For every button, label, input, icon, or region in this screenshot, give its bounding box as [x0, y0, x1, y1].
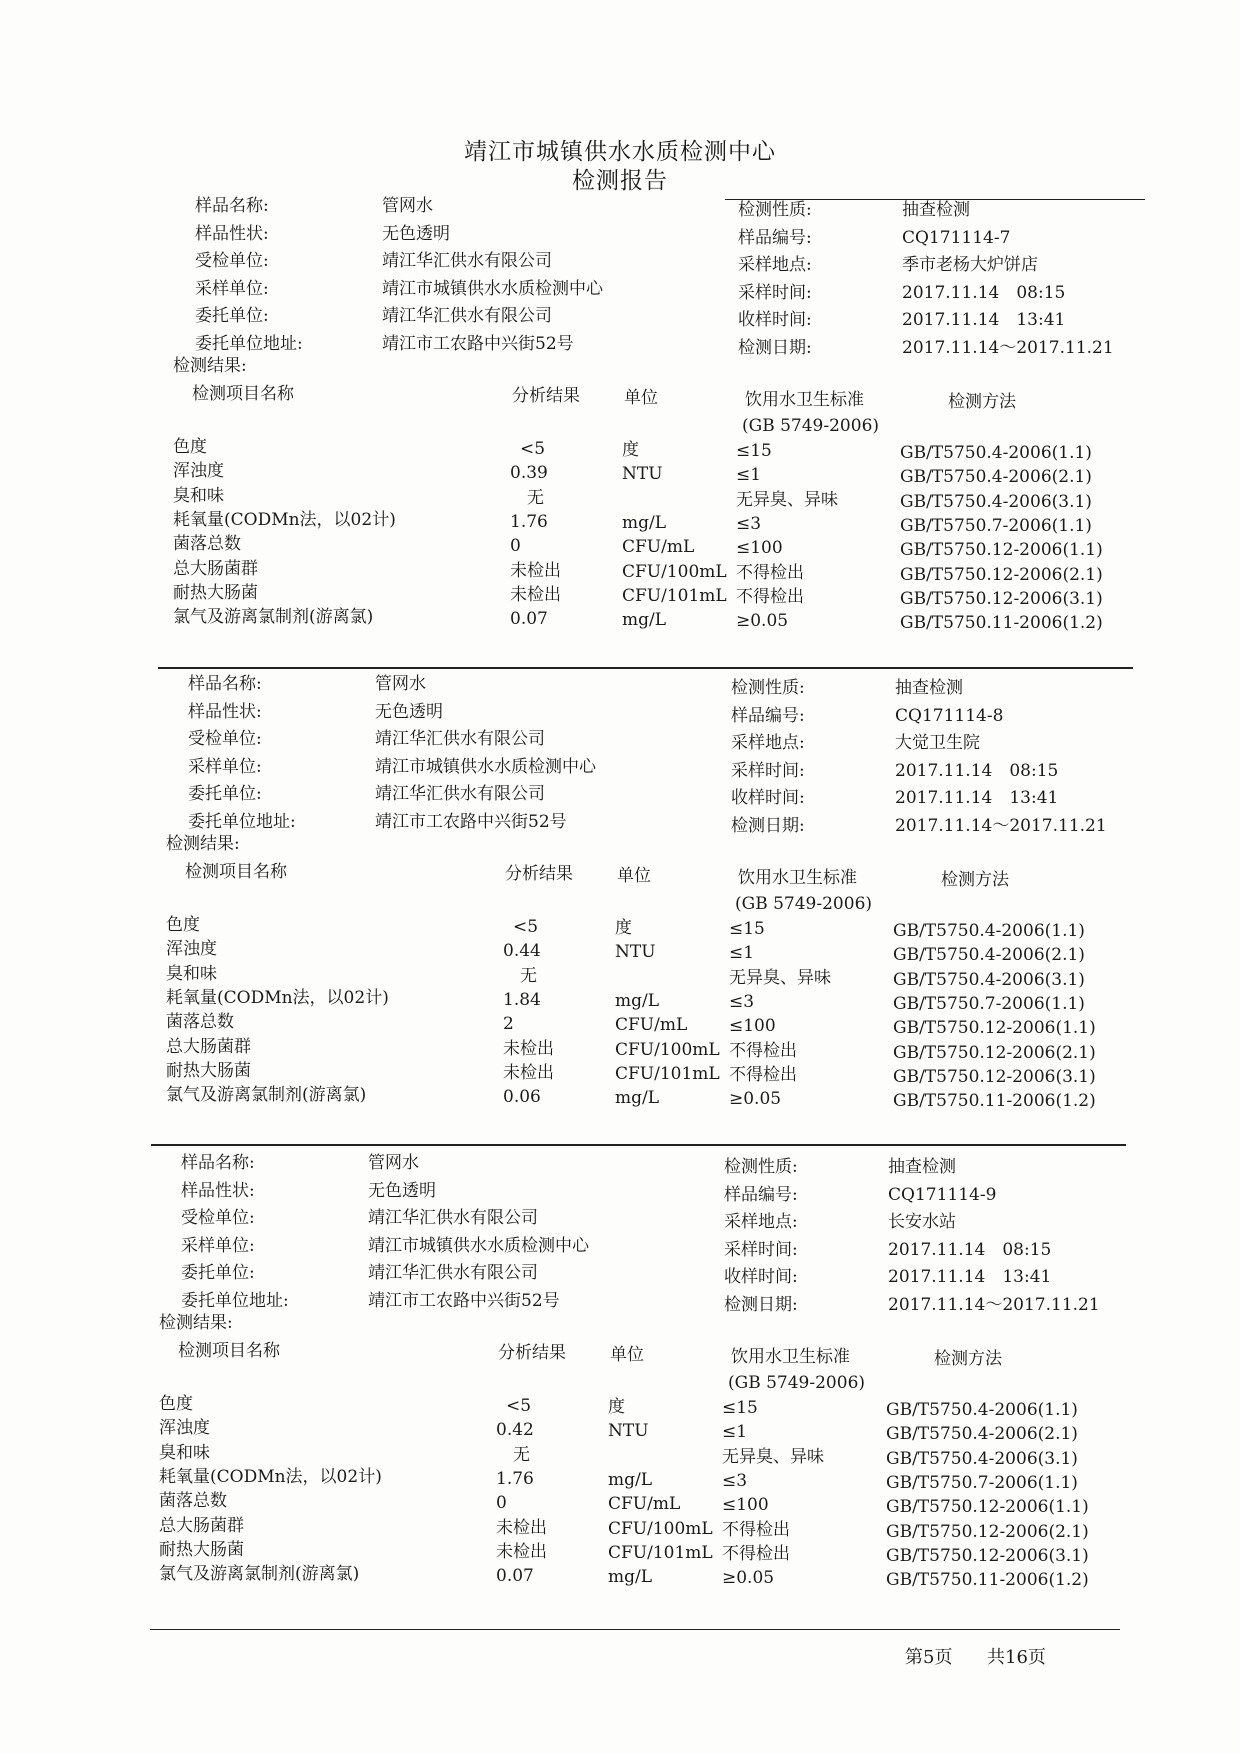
col-header-method: 检测方法	[948, 392, 1016, 412]
row-unit: 度	[622, 440, 639, 460]
results-label: 检测结果:	[159, 1313, 233, 1333]
field-value-entrusting-address: 靖江市工农路中兴街52号	[368, 1290, 560, 1311]
field-label-inspected-unit: 受检单位:	[195, 251, 269, 271]
row-method: GB/T5750.12-2006(1.1)	[886, 1497, 1089, 1518]
row-method: GB/T5750.11-2006(1.2)	[886, 1570, 1089, 1591]
row-item-name: 耗氧量(CODMn法，以02计)	[166, 987, 389, 1008]
row-standard: 不得检出	[722, 1543, 790, 1564]
field-value-test-nature: 抽查检测	[895, 678, 963, 698]
col-header-standard: 饮用水卫生标准	[745, 390, 864, 410]
row-method: GB/T5750.11-2006(1.2)	[900, 613, 1103, 634]
row-method: GB/T5750.12-2006(3.1)	[886, 1545, 1089, 1566]
row-result: 0.39	[510, 463, 548, 484]
row-standard: ≤1	[729, 943, 755, 964]
row-item-name: 耗氧量(CODMn法，以02计)	[159, 1466, 382, 1487]
row-unit: NTU	[622, 464, 663, 485]
field-value-sampling-unit: 靖江市城镇供水水质检测中心	[368, 1235, 589, 1256]
field-label-entrusting-address: 委托单位地址:	[195, 333, 303, 354]
row-result: 1.76	[496, 1468, 534, 1489]
bottom-rule	[150, 1629, 1120, 1630]
row-method: GB/T5750.4-2006(2.1)	[893, 945, 1085, 966]
field-label-inspected-unit: 受检单位:	[181, 1208, 255, 1228]
field-value-sample-name: 管网水	[382, 196, 433, 216]
row-result: 未检出	[510, 560, 561, 581]
row-item-name: 总大肠菌群	[159, 1515, 244, 1536]
field-value-test-date: 2017.11.14～2017.11.21	[888, 1294, 1100, 1315]
row-unit: CFU/mL	[608, 1494, 681, 1515]
row-method: GB/T5750.7-2006(1.1)	[900, 515, 1092, 536]
row-method: GB/T5750.4-2006(1.1)	[900, 443, 1092, 463]
field-label-test-date: 检测日期:	[724, 1294, 798, 1315]
row-standard: 不得检出	[729, 1064, 797, 1085]
field-label-sample-no: 样品编号:	[731, 705, 805, 726]
row-item-name: 菌落总数	[173, 534, 241, 555]
field-value-test-nature: 抽查检测	[888, 1157, 956, 1177]
row-standard: 不得检出	[736, 586, 804, 607]
row-result: 未检出	[503, 1038, 554, 1059]
page-number: 第5页	[905, 1647, 953, 1668]
row-standard: ≤15	[736, 441, 772, 461]
row-item-name: 臭和味	[166, 963, 217, 984]
row-unit: 度	[615, 918, 632, 938]
field-label-inspected-unit: 受检单位:	[188, 729, 262, 749]
row-result: 1.76	[510, 511, 548, 532]
row-method: GB/T5750.4-2006(1.1)	[886, 1400, 1078, 1420]
col-header-unit: 单位	[610, 1345, 644, 1365]
row-item-name: 臭和味	[159, 1442, 210, 1463]
row-method: GB/T5750.12-2006(1.1)	[893, 1018, 1096, 1039]
row-result: 0	[496, 1493, 507, 1514]
field-value-sample-no: CQ171114-7	[902, 227, 1011, 248]
col-header-unit: 单位	[617, 866, 651, 886]
col-header-standard: 饮用水卫生标准	[738, 868, 857, 888]
results-label: 检测结果:	[166, 834, 240, 854]
field-value-sampling-site: 长安水站	[888, 1212, 956, 1232]
row-unit: mg/L	[622, 610, 667, 631]
section-rule	[151, 1144, 1126, 1146]
row-item-name: 色度	[159, 1394, 193, 1414]
row-result: <5	[506, 1396, 532, 1416]
col-header-item: 检测项目名称	[185, 862, 287, 882]
field-label-sampling-site: 采样地点:	[738, 255, 812, 275]
field-value-test-nature: 抽查检测	[902, 200, 970, 220]
field-value-sampling-site: 大觉卫生院	[895, 733, 980, 753]
field-value-sample-name: 管网水	[375, 674, 426, 694]
row-standard: ≤15	[722, 1398, 758, 1418]
results-label: 检测结果:	[173, 356, 247, 376]
row-standard: 无异臭、异味	[729, 967, 831, 988]
field-value-sample-name: 管网水	[368, 1153, 419, 1173]
row-standard: ≥0.05	[736, 611, 789, 632]
field-label-sampling-unit: 采样单位:	[181, 1235, 255, 1256]
row-result: 0.44	[503, 941, 541, 962]
field-label-receiving-time: 收样时间:	[724, 1267, 798, 1287]
field-value-inspected-unit: 靖江华汇供水有限公司	[368, 1208, 538, 1228]
row-standard: ≤1	[722, 1422, 748, 1443]
row-unit: CFU/101mL	[615, 1063, 720, 1084]
row-item-name: 浑浊度	[166, 939, 217, 960]
row-unit: CFU/mL	[615, 1015, 688, 1036]
field-label-sample-state: 样品性状:	[181, 1180, 255, 1201]
field-label-sample-no: 样品编号:	[724, 1184, 798, 1205]
row-standard: ≤15	[729, 919, 765, 939]
row-unit: CFU/100mL	[622, 561, 727, 582]
field-value-sampling-site: 季市老杨大炉饼店	[902, 255, 1038, 275]
row-unit: CFU/101mL	[608, 1542, 713, 1563]
field-value-sample-no: CQ171114-9	[888, 1184, 997, 1205]
field-label-sampling-site: 采样地点:	[731, 733, 805, 753]
field-value-sample-state: 无色透明	[368, 1180, 436, 1201]
field-label-sampling-time: 采样时间:	[731, 760, 805, 781]
row-method: GB/T5750.11-2006(1.2)	[893, 1091, 1096, 1112]
row-standard: ≥0.05	[729, 1089, 782, 1110]
row-result: 无	[520, 965, 537, 986]
field-value-receiving-time: 2017.11.14 13:41	[902, 310, 1066, 330]
row-item-name: 总大肠菌群	[173, 558, 258, 579]
row-method: GB/T5750.7-2006(1.1)	[886, 1472, 1078, 1493]
field-value-receiving-time: 2017.11.14 13:41	[888, 1267, 1052, 1287]
field-value-inspected-unit: 靖江华汇供水有限公司	[382, 251, 552, 271]
row-item-name: 氯气及游离氯制剂(游离氯)	[173, 607, 374, 628]
row-item-name: 臭和味	[173, 485, 224, 506]
field-label-entrusting-address: 委托单位地址:	[188, 811, 296, 832]
row-method: GB/T5750.4-2006(2.1)	[886, 1424, 1078, 1445]
col-header-standard-ref: (GB 5749-2006)	[735, 894, 873, 914]
row-result: <5	[513, 917, 539, 937]
col-header-result: 分析结果	[505, 864, 573, 884]
field-label-sample-name: 样品名称:	[181, 1153, 255, 1173]
row-unit: NTU	[608, 1421, 649, 1442]
row-standard: ≤1	[736, 465, 762, 486]
row-method: GB/T5750.4-2006(1.1)	[893, 921, 1085, 941]
row-item-name: 耐热大肠菌	[166, 1060, 251, 1081]
field-value-sample-state: 无色透明	[375, 701, 443, 722]
row-unit: NTU	[615, 942, 656, 963]
row-unit: CFU/101mL	[622, 585, 727, 606]
row-item-name: 耐热大肠菌	[159, 1539, 244, 1560]
col-header-method: 检测方法	[934, 1349, 1002, 1369]
row-standard: ≤100	[722, 1495, 769, 1516]
row-standard: 不得检出	[736, 562, 804, 583]
field-value-entrusting-unit: 靖江华汇供水有限公司	[382, 306, 552, 326]
field-value-entrusting-address: 靖江市工农路中兴街52号	[375, 811, 567, 832]
row-standard: ≤3	[736, 513, 762, 534]
row-standard: 无异臭、异味	[736, 489, 838, 510]
row-method: GB/T5750.12-2006(2.1)	[900, 564, 1103, 585]
col-header-standard: 饮用水卫生标准	[731, 1347, 850, 1367]
row-result: 0.07	[496, 1566, 534, 1587]
row-item-name: 色度	[166, 915, 200, 935]
row-method: GB/T5750.12-2006(3.1)	[900, 588, 1103, 609]
row-method: GB/T5750.12-2006(2.1)	[886, 1521, 1089, 1542]
row-item-name: 浑浊度	[173, 461, 224, 482]
report-subtitle: 检测报告	[572, 168, 668, 194]
row-method: GB/T5750.12-2006(1.1)	[900, 540, 1103, 561]
field-label-sample-state: 样品性状:	[195, 223, 269, 244]
row-item-name: 总大肠菌群	[166, 1036, 251, 1057]
col-header-standard-ref: (GB 5749-2006)	[728, 1373, 866, 1393]
field-value-receiving-time: 2017.11.14 13:41	[895, 788, 1059, 808]
report-title: 靖江市城镇供水水质检测中心	[464, 139, 776, 165]
row-result: 未检出	[503, 1062, 554, 1083]
section-rule	[158, 667, 1133, 669]
field-label-sample-state: 样品性状:	[188, 701, 262, 722]
row-method: GB/T5750.4-2006(3.1)	[900, 491, 1092, 512]
row-item-name: 氯气及游离氯制剂(游离氯)	[166, 1085, 367, 1106]
row-standard: 不得检出	[729, 1040, 797, 1061]
row-result: 1.84	[503, 989, 541, 1010]
row-unit: mg/L	[615, 1088, 660, 1109]
field-value-entrusting-address: 靖江市工农路中兴街52号	[382, 333, 574, 354]
field-label-test-nature: 检测性质:	[724, 1157, 798, 1177]
field-value-inspected-unit: 靖江华汇供水有限公司	[375, 729, 545, 749]
col-header-unit: 单位	[624, 388, 658, 408]
row-result: 无	[527, 487, 544, 508]
field-label-entrusting-unit: 委托单位:	[188, 784, 262, 804]
row-result: 0.06	[503, 1087, 541, 1108]
field-value-sample-no: CQ171114-8	[895, 705, 1004, 726]
field-value-entrusting-unit: 靖江华汇供水有限公司	[368, 1263, 538, 1283]
row-item-name: 色度	[173, 437, 207, 457]
field-value-test-date: 2017.11.14～2017.11.21	[895, 815, 1107, 836]
field-label-sampling-site: 采样地点:	[724, 1212, 798, 1232]
row-unit: CFU/mL	[622, 537, 695, 558]
col-header-method: 检测方法	[941, 870, 1009, 890]
row-method: GB/T5750.4-2006(3.1)	[886, 1448, 1078, 1469]
page-total: 共16页	[987, 1647, 1046, 1668]
field-label-sample-name: 样品名称:	[188, 674, 262, 694]
field-value-sample-state: 无色透明	[382, 223, 450, 244]
row-standard: 不得检出	[722, 1519, 790, 1540]
row-result: 未检出	[510, 584, 561, 605]
field-label-sample-name: 样品名称:	[195, 196, 269, 216]
field-label-test-date: 检测日期:	[738, 337, 812, 358]
row-result: 无	[513, 1444, 530, 1465]
col-header-result: 分析结果	[512, 386, 580, 406]
row-method: GB/T5750.4-2006(2.1)	[900, 467, 1092, 488]
field-label-receiving-time: 收样时间:	[738, 310, 812, 330]
row-standard: ≤3	[729, 991, 755, 1012]
row-method: GB/T5750.4-2006(3.1)	[893, 969, 1085, 990]
field-label-test-nature: 检测性质:	[738, 200, 812, 220]
field-value-entrusting-unit: 靖江华汇供水有限公司	[375, 784, 545, 804]
field-label-entrusting-address: 委托单位地址:	[181, 1290, 289, 1311]
row-result: 未检出	[496, 1517, 547, 1538]
col-header-result: 分析结果	[498, 1343, 566, 1363]
row-method: GB/T5750.7-2006(1.1)	[893, 993, 1085, 1014]
row-item-name: 氯气及游离氯制剂(游离氯)	[159, 1564, 360, 1585]
field-label-test-date: 检测日期:	[731, 815, 805, 836]
row-item-name: 耐热大肠菌	[173, 582, 258, 603]
row-standard: ≤100	[736, 538, 783, 559]
row-result: 0.42	[496, 1420, 534, 1441]
row-standard: ≤100	[729, 1016, 776, 1037]
field-label-sample-no: 样品编号:	[738, 227, 812, 248]
row-unit: mg/L	[608, 1567, 653, 1588]
row-result: 0	[510, 536, 521, 557]
field-label-sampling-unit: 采样单位:	[188, 756, 262, 777]
field-label-receiving-time: 收样时间:	[731, 788, 805, 808]
row-result: <5	[520, 439, 546, 459]
row-method: GB/T5750.12-2006(3.1)	[893, 1066, 1096, 1087]
row-standard: ≤3	[722, 1470, 748, 1491]
field-label-entrusting-unit: 委托单位:	[181, 1263, 255, 1283]
field-label-entrusting-unit: 委托单位:	[195, 306, 269, 326]
row-result: 未检出	[496, 1541, 547, 1562]
field-value-test-date: 2017.11.14～2017.11.21	[902, 337, 1114, 358]
field-label-sampling-time: 采样时间:	[724, 1239, 798, 1260]
row-standard: 无异臭、异味	[722, 1446, 824, 1467]
field-label-sampling-unit: 采样单位:	[195, 278, 269, 299]
row-unit: mg/L	[615, 990, 660, 1011]
row-method: GB/T5750.12-2006(2.1)	[893, 1042, 1096, 1063]
row-item-name: 菌落总数	[166, 1012, 234, 1033]
row-unit: CFU/100mL	[615, 1039, 720, 1060]
field-label-sampling-time: 采样时间:	[738, 282, 812, 303]
row-result: 2	[503, 1014, 514, 1035]
col-header-standard-ref: (GB 5749-2006)	[742, 416, 880, 436]
field-value-sampling-time: 2017.11.14 08:15	[895, 760, 1059, 781]
field-value-sampling-unit: 靖江市城镇供水水质检测中心	[382, 278, 603, 299]
row-item-name: 菌落总数	[159, 1491, 227, 1512]
field-value-sampling-unit: 靖江市城镇供水水质检测中心	[375, 756, 596, 777]
row-unit: CFU/100mL	[608, 1518, 713, 1539]
col-header-item: 检测项目名称	[178, 1341, 280, 1361]
row-unit: mg/L	[608, 1469, 653, 1490]
row-result: 0.07	[510, 609, 548, 630]
row-item-name: 浑浊度	[159, 1418, 210, 1439]
row-unit: mg/L	[622, 512, 667, 533]
row-unit: 度	[608, 1397, 625, 1417]
row-standard: ≥0.05	[722, 1568, 775, 1589]
field-value-sampling-time: 2017.11.14 08:15	[902, 282, 1066, 303]
field-value-sampling-time: 2017.11.14 08:15	[888, 1239, 1052, 1260]
row-item-name: 耗氧量(CODMn法，以02计)	[173, 509, 396, 530]
field-label-test-nature: 检测性质:	[731, 678, 805, 698]
col-header-item: 检测项目名称	[192, 384, 294, 404]
